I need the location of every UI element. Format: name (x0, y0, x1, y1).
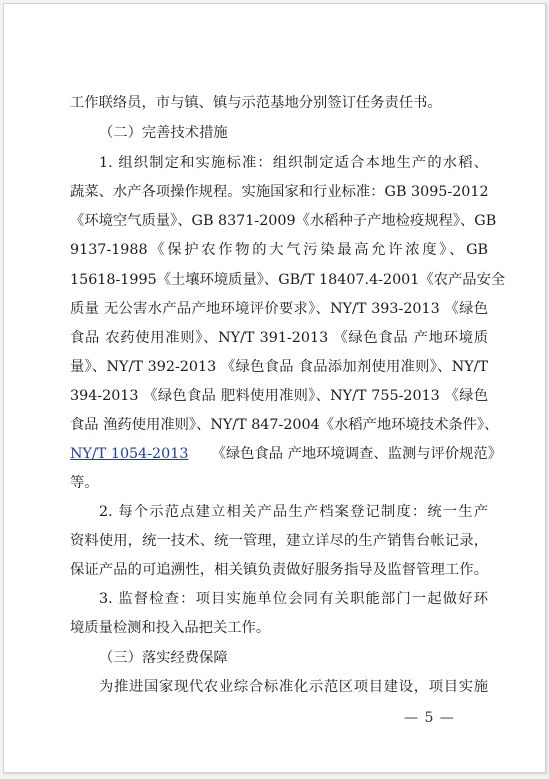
paragraph-line: 食品 农药使用准则》、NY/T 391-2013 《绿色食品 产地环境质 (70, 330, 488, 346)
paragraph-line: 蔬菜、水产各项操作规程。实施国家和行业标准：GB 3095-2012 (70, 184, 489, 200)
paragraph-line: 境质量检测和投入品把关工作。 (70, 620, 271, 636)
paragraph-line: 15618-1995《土壤环境质量》、GB/T 18407.4-2001《农产品安全 (70, 272, 506, 288)
paragraph-line: 9137-1988《保护农作物的大气污染最高允许浓度》、GB (70, 242, 488, 258)
paragraph-line: 量》、NY/T 392-2013 《绿色食品 食品添加剂使用准则》、NY/T (70, 359, 488, 375)
paragraph-line: 1. 组织制定和实施标准：组织制定适合本地生产的水稻、 (99, 155, 488, 171)
paragraph-line: 工作联络员，市与镇、镇与示范基地分别签订任务责任书。 (70, 95, 442, 111)
paragraph-line: 质量 无公害水产品产地环境评价要求》、NY/T 393-2013 《绿色 (70, 301, 488, 317)
document-page (3, 3, 546, 773)
section-heading: （三）落实经费保障 (99, 650, 228, 666)
page-number: — 5 — (404, 710, 455, 726)
paragraph-line: 2. 每个示范点建立相关产品生产档案登记制度：统一生产 (99, 504, 488, 520)
paragraph-line: 为推进国家现代农业综合标准化示范区项目建设，项目实施 (99, 679, 488, 695)
section-heading: （二）完善技术措施 (99, 125, 228, 141)
paragraph-line: 资料使用，统一技术、统一管理，建立详尽的生产销售台帐记录， (70, 533, 488, 549)
paragraph-line: 394-2013 《绿色食品 肥料使用准则》、NY/T 755-2013 《绿色 (70, 388, 488, 404)
paragraph-line: 等。 (70, 475, 99, 491)
paragraph-line: 《环境空气质量》、GB 8371-2009《水稻种子产地检疫规程》、GB (70, 213, 497, 229)
link-line-text: 《绿色食品 产地环境调查、监测与评价规范》 (211, 446, 503, 462)
paragraph-line: 保证产品的可追溯性，相关镇负责做好服务指导及监督管理工作。 (70, 562, 488, 578)
standard-link[interactable]: NY/T 1054-2013 (70, 446, 189, 462)
paragraph-line: 3. 监督检查：项目实施单位会同有关职能部门一起做好环 (99, 591, 488, 607)
paragraph-line-with-link (70, 440, 503, 468)
paragraph-line: 食品 渔药使用准则》、NY/T 847-2004《水稻产地环境技术条件》、 (70, 417, 499, 433)
